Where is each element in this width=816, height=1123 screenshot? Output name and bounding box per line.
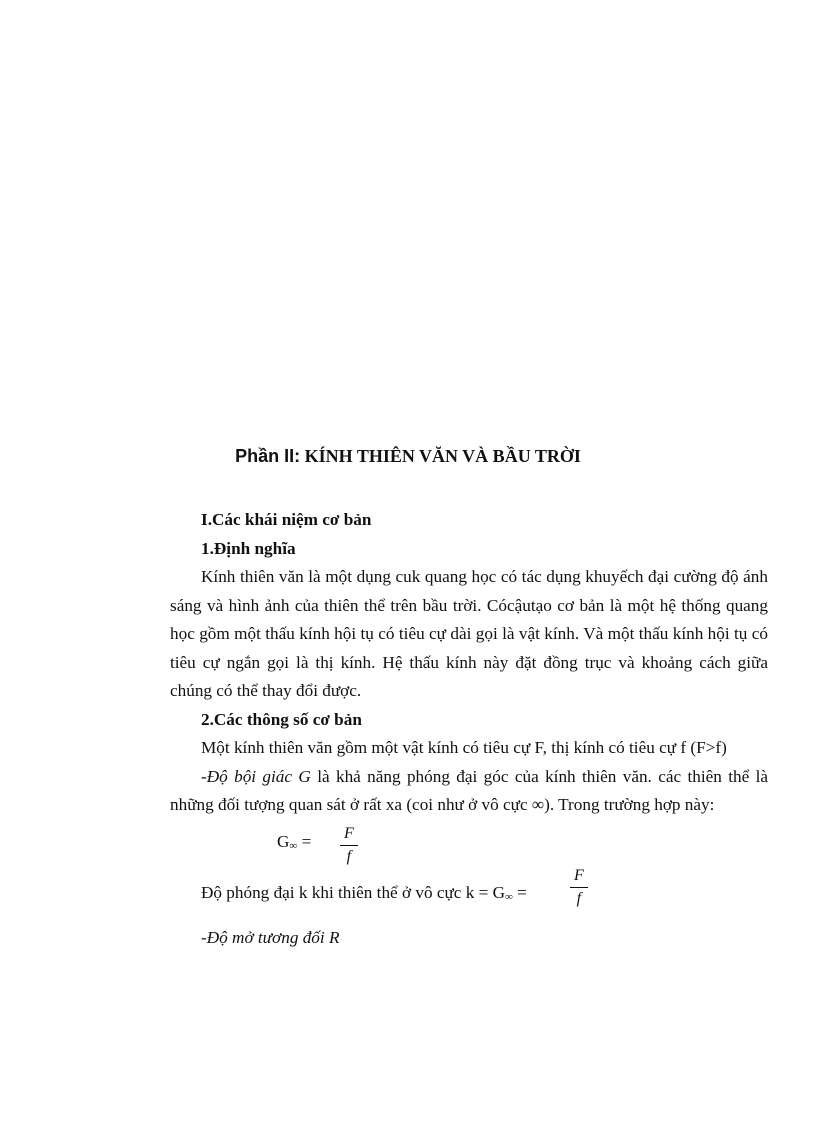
page-title bbox=[0, 444, 816, 468]
zoom-fraction-denominator: f bbox=[576, 889, 582, 907]
zoom-text bbox=[201, 879, 527, 912]
zoom-text-main: Độ phóng đại k khi thiên thể ở vô cực k = G bbox=[201, 882, 506, 902]
formula-fraction bbox=[340, 824, 358, 867]
fraction-numerator: F bbox=[340, 824, 358, 846]
formula-subscript: ∞ bbox=[289, 839, 298, 852]
zoom-equals: = bbox=[512, 882, 527, 902]
magnification-paragraph bbox=[170, 763, 768, 820]
magnification-text: là khả năng phóng đại góc của kính thiên văn. các thiên thể là những đối tượng quan sát ở rất xa (coi như ở vô cực ∞). Trong trường hợp này: bbox=[170, 766, 768, 814]
page-title-part: Phần II: bbox=[235, 446, 301, 466]
relative-aperture-heading: -Độ mở tương đối R bbox=[201, 927, 340, 947]
formula-magnification bbox=[170, 820, 768, 874]
section-heading: I.Các khái niệm cơ bản bbox=[201, 510, 372, 529]
parameters-paragraph: Một kính thiên văn gồm một vật kính có tiêu cự F, thị kính có tiêu cự f (F>f) bbox=[201, 738, 727, 757]
subsection-heading-definition: 1.Định nghĩa bbox=[201, 538, 296, 558]
magnification-term: -Độ bội giác G bbox=[201, 766, 311, 786]
zoom-subscript: ∞ bbox=[505, 890, 513, 903]
zoom-fraction-numerator: F bbox=[570, 866, 588, 888]
formula-lhs bbox=[277, 828, 311, 861]
formula-zoom bbox=[170, 866, 768, 920]
formula-symbol: G bbox=[277, 831, 290, 851]
formula-equals: = bbox=[297, 831, 312, 851]
zoom-fraction bbox=[570, 866, 588, 909]
fraction-denominator: f bbox=[346, 847, 352, 865]
page-title-text: KÍNH THIÊN VĂN VÀ BẦU TRỜI bbox=[300, 446, 581, 466]
definition-paragraph: Kính thiên văn là một dụng cuk quang học có tác dụng khuyếch đại cường độ ánh sáng và hình ảnh của thiên thể trên bầu trời. Cócậutạo cơ bản là một hệ thống quang học gồm một thấu kính hội tụ có tiêu cự dài gọi là vật kính. Và một thấu kính hội tụ có tiêu cự ngắn gọi là thị kính. Hệ thấu kính này đặt đồng trục và khoảng cách giữa chúng có thể thay đổi được. bbox=[170, 567, 768, 700]
document-body bbox=[170, 506, 768, 969]
subsection-heading-parameters: 2.Các thông số cơ bản bbox=[201, 709, 362, 729]
